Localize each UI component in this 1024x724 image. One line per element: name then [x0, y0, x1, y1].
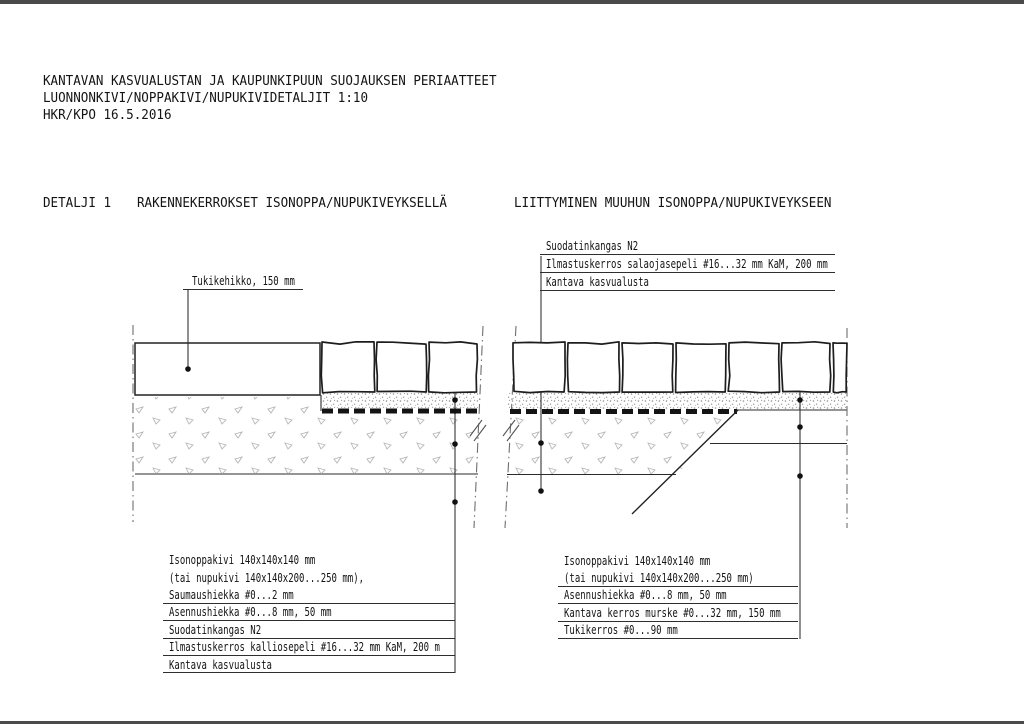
- layer-label-row: Saumaushiekka #0...2 mm: [163, 586, 455, 603]
- leader-dot: [797, 397, 803, 403]
- layer-label-row: Ilmastuskerros kalliosepeli #16...32 mm KaM, 200 m: [163, 639, 455, 656]
- leader-dot: [538, 440, 544, 446]
- layer-label-row: Kantava kasvualusta: [163, 656, 455, 673]
- layer-label-row: Suodatinkangas N2: [540, 237, 835, 255]
- right-section-heading: LIITTYMINEN MUUHUN ISONOPPA/NUPUKIVEYKSEEN: [514, 195, 832, 211]
- break-mark: [474, 425, 486, 441]
- leader-dot: [452, 408, 458, 414]
- paving-stone: [428, 342, 477, 393]
- page-title-line-3: HKR/KPO 16.5.2016: [43, 107, 172, 123]
- leader-dot: [797, 473, 803, 479]
- title-block: [43, 72, 531, 123]
- right-top-layer-label-stack: [540, 237, 835, 290]
- tukikehikko-label: Tukikehikko, 150 mm: [183, 272, 303, 290]
- bedding-sand-layer-right: [508, 393, 847, 409]
- layer-label-row: Tukikerros #0...90 mm: [558, 622, 798, 639]
- detail-number-label: DETALJI 1: [43, 195, 112, 211]
- layer-label-row: Asennushiekka #0...8 mm, 50 mm: [163, 604, 455, 621]
- layer-label-row: Asennushiekka #0...8 mm, 50 mm: [558, 587, 798, 604]
- leader-dot: [452, 397, 458, 403]
- paving-stone: [833, 343, 847, 393]
- break-mark: [503, 420, 515, 436]
- break-mark: [507, 425, 519, 441]
- paving-stones-right: [513, 342, 847, 393]
- leader-dot: [797, 364, 803, 370]
- tukikehikko-frame: [135, 343, 320, 395]
- transition-diagonal-line: [632, 410, 738, 514]
- paving-stone: [567, 342, 619, 393]
- paving-stone: [376, 342, 427, 392]
- paving-stone: [781, 342, 831, 392]
- page-title-line-1: KANTAVAN KASVUALUSTAN JA KAUPUNKIPUUN SUOJAUKSEN PERIAATTEET: [43, 73, 497, 89]
- layer-label-row: (tai nupukivi 140x140x200...250 mm),: [169, 569, 365, 585]
- left-layer-label-stack: [163, 552, 455, 674]
- layer-label-row: (tai nupukivi 140x140x200...250 mm): [558, 569, 798, 586]
- leader-dot: [452, 499, 458, 505]
- leader-dot: [452, 365, 458, 371]
- left-section-heading: RAKENNEKERROKSET ISONOPPA/NUPUKIVEYKSELLÄ: [137, 195, 447, 211]
- section-cut-line-left: [474, 326, 483, 528]
- page-title-line-2: LUONNONKIVI/NOPPAKIVI/NUPUKIVIDETALJIT 1:10: [43, 90, 369, 106]
- layer-label-row: Isonoppakivi 140x140x140 mm: [169, 552, 316, 568]
- layer-label-row: Ilmastuskerros salaojasepeli #16...32 mm KaM, 200 mm: [540, 255, 835, 273]
- aeration-layer-hatch-left: [135, 397, 478, 473]
- bedding-sand-layer-left: [321, 393, 478, 408]
- leader-dot: [185, 366, 191, 372]
- paving-stone: [321, 342, 375, 393]
- leader-dot: [538, 488, 544, 494]
- layer-label-row: Suodatinkangas N2: [163, 621, 455, 638]
- paving-stone: [622, 343, 673, 392]
- layer-label-row: Kantava kasvualusta: [540, 273, 835, 291]
- paving-stone: [676, 343, 726, 393]
- aeration-layer-hatch-right: [506, 415, 741, 474]
- paving-stones-left: [321, 342, 477, 393]
- leader-dot: [452, 441, 458, 447]
- layer-label-row: Kantava kerros murske #0...32 mm, 150 mm: [558, 604, 798, 621]
- section-cut-line-right-drawing: [505, 326, 516, 528]
- scan-edge-top: [0, 0, 1024, 4]
- paving-stone: [728, 342, 779, 393]
- paving-stone: [513, 342, 565, 393]
- break-mark: [470, 420, 482, 436]
- right-layer-label-stack: [558, 552, 798, 639]
- leader-dot: [797, 424, 803, 430]
- layer-label-row: Isonoppakivi 140x140x140 mm: [564, 552, 711, 568]
